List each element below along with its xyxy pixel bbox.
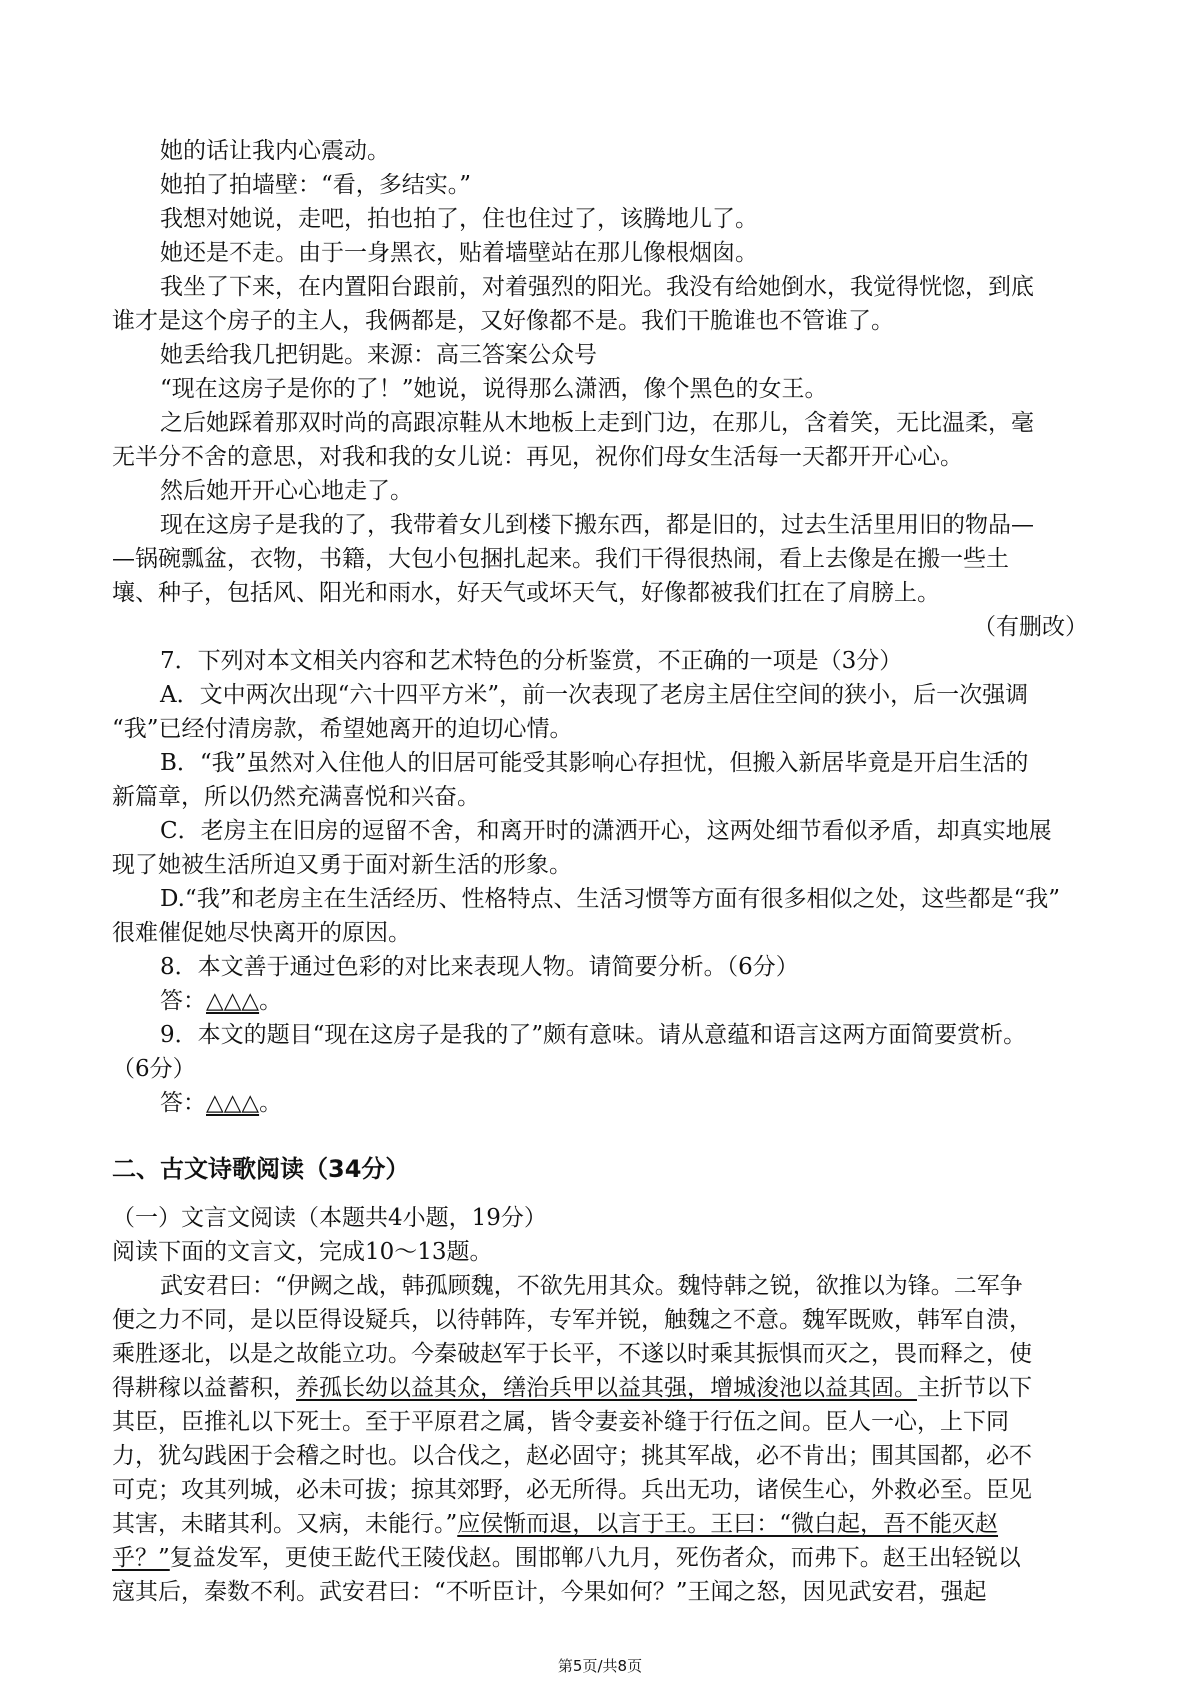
passage-line: 无半分不舍的意思，对我和我的女儿说：再见，祝你们母女生活每一天都开开心心。 (112, 444, 963, 470)
passage-line: 现在这房子是我的了，我带着女儿到楼下搬东西，都是旧的，过去生活里用旧的物品— (160, 512, 1034, 538)
classical-line: 便之力不同，是以臣得设疑兵，以待韩阵，专军并锐，触魏之不意。魏军既败，韩军自溃， (112, 1307, 1032, 1333)
option-d: D.“我”和老房主在生活经历、性格特点、生活习惯等方面有很多相似之处，这些都是“我” (160, 886, 1060, 912)
option-a: A．文中两次出现“六十四平方米”，前一次表现了老房主居住空间的狭小，后一次强调 (160, 682, 1029, 708)
passage-line: 我想对她说，走吧，拍也拍了，住也住过了，该腾地儿了。 (160, 206, 758, 232)
passage-line: 然后她开开心心地走了。 (160, 478, 413, 504)
classical-text: 其害，未睹其利。又病，未能行。” (112, 1511, 458, 1537)
passage-line: 她还是不走。由于一身黑衣，贴着墙壁站在那儿像根烟囱。 (160, 240, 758, 266)
answer-9 (112, 1087, 1088, 1119)
answer-placeholder: △△△ (206, 988, 260, 1014)
option-a-cont: “我”已经付清房款，希望她离开的迫切心情。 (112, 716, 573, 742)
classical-line: 其臣，臣推礼以下死士。至于平原君之属，皆令妻妾补缝于行伍之间。臣人一心，上下同 (112, 1409, 1009, 1435)
passage-line: 她拍了拍墙壁：“看，多结实。” (160, 172, 472, 198)
answer-prefix: 答： (160, 988, 206, 1014)
passage-line: “现在这房子是你的了！”她说，说得那么潇洒，像个黑色的女王。 (160, 376, 828, 402)
classical-line (112, 1508, 1088, 1540)
abridged-note: （有删改） (973, 614, 1088, 640)
classical-line: 寇其后，秦数不利。武安君曰：“不听臣计，今果如何？”王闻之怒，因见武安君，强起 (112, 1579, 987, 1605)
classical-text: 得耕稼以益蓄积， (112, 1375, 296, 1401)
passage-line: 壤、种子，包括风、阳光和雨水，好天气或坏天气，好像都被我们扛在了肩膀上。 (112, 580, 940, 606)
classical-line: 力，犹勾践困于会稽之时也。以合伐之，赵必固守；挑其军战，必不肯出；围其国都，必不 (112, 1443, 1032, 1469)
option-b: B．“我”虽然对入住他人的旧居可能受其影响心存担忧，但搬入新居毕竟是开启生活的 (160, 750, 1029, 776)
classical-line: 乘胜逐北，以是之故能立功。今秦破赵军于长平，不遂以时乘其振惧而灭之，畏而释之，使 (112, 1341, 1032, 1367)
option-b-cont: 新篇章，所以仍然充满喜悦和兴奋。 (112, 784, 480, 810)
passage-line: 我坐了下来，在内置阳台跟前，对着强烈的阳光。我没有给她倒水，我觉得恍惚，到底 (160, 274, 1034, 300)
passage-line: 她丢给我几把钥匙。来源：高三答案公众号 (160, 342, 597, 368)
classical-line (112, 1372, 1088, 1404)
underlined-sentence: 养孤长幼以益其众，缮治兵甲以益其强，增城浚池以益其固。 (296, 1375, 917, 1401)
question-7: 7．下列对本文相关内容和艺术特色的分析鉴赏，不正确的一项是（3分） (160, 648, 903, 674)
option-c: C．老房主在旧房的逗留不舍，和离开时的潇洒开心，这两处细节看似矛盾，却真实地展 (160, 818, 1052, 844)
classical-line: 武安君曰：“伊阙之战，韩孤顾魏，不欲先用其众。魏恃韩之锐，欲推以为锋。二军争 (160, 1273, 1023, 1299)
subsection-heading: （一）文言文阅读（本题共4小题，19分） (112, 1205, 547, 1231)
answer-prefix: 答： (160, 1090, 206, 1116)
underlined-sentence: 应侯惭而退，以言于王。王曰：“微白起，吾不能灭赵 (457, 1511, 999, 1537)
option-d-cont: 很难催促她尽快离开的原因。 (112, 920, 411, 946)
page-footer: 第5页/共8页 (557, 1657, 643, 1675)
answer-8 (112, 985, 1088, 1017)
question-9-cont: （6分） (112, 1056, 196, 1082)
question-9: 9．本文的题目“现在这房子是我的了”颇有意味。请从意蕴和语言这两方面简要赏析。 (160, 1022, 1027, 1048)
classical-text: 复益发军，更使王龁代王陵伐赵。围邯郸八九月，死伤者众，而弗下。赵王出轻锐以 (169, 1545, 1021, 1571)
section-heading: 二、古文诗歌阅读（34分） (112, 1155, 410, 1183)
classical-text: 主折节以下 (917, 1375, 1032, 1401)
classical-line (112, 1542, 1088, 1574)
classical-line: 可克；攻其列城，必未可拔；掠其郊野，必无所得。兵出无功，诸侯生心，外救必至。臣见 (112, 1477, 1032, 1503)
question-8: 8．本文善于通过色彩的对比来表现人物。请简要分析。（6分） (160, 954, 799, 980)
answer-placeholder: △△△ (206, 1090, 260, 1116)
answer-end: 。 (259, 1090, 283, 1116)
instruction: 阅读下面的文言文，完成10～13题。 (112, 1239, 493, 1265)
underlined-sentence: 乎？” (112, 1545, 170, 1571)
option-c-cont: 现了她被生活所迫又勇于面对新生活的形象。 (112, 852, 572, 878)
answer-end: 。 (259, 988, 283, 1014)
passage-line: 她的话让我内心震动。 (160, 138, 390, 164)
passage-line: 谁才是这个房子的主人，我俩都是，又好像都不是。我们干脆谁也不管谁了。 (112, 308, 894, 334)
passage-line: —锅碗瓢盆，衣物，书籍，大包小包捆扎起来。我们干得很热闹，看上去像是在搬一些土 (112, 546, 1009, 572)
passage-line: 之后她踩着那双时尚的高跟凉鞋从木地板上走到门边，在那儿，含着笑，无比温柔，毫 (160, 410, 1034, 436)
